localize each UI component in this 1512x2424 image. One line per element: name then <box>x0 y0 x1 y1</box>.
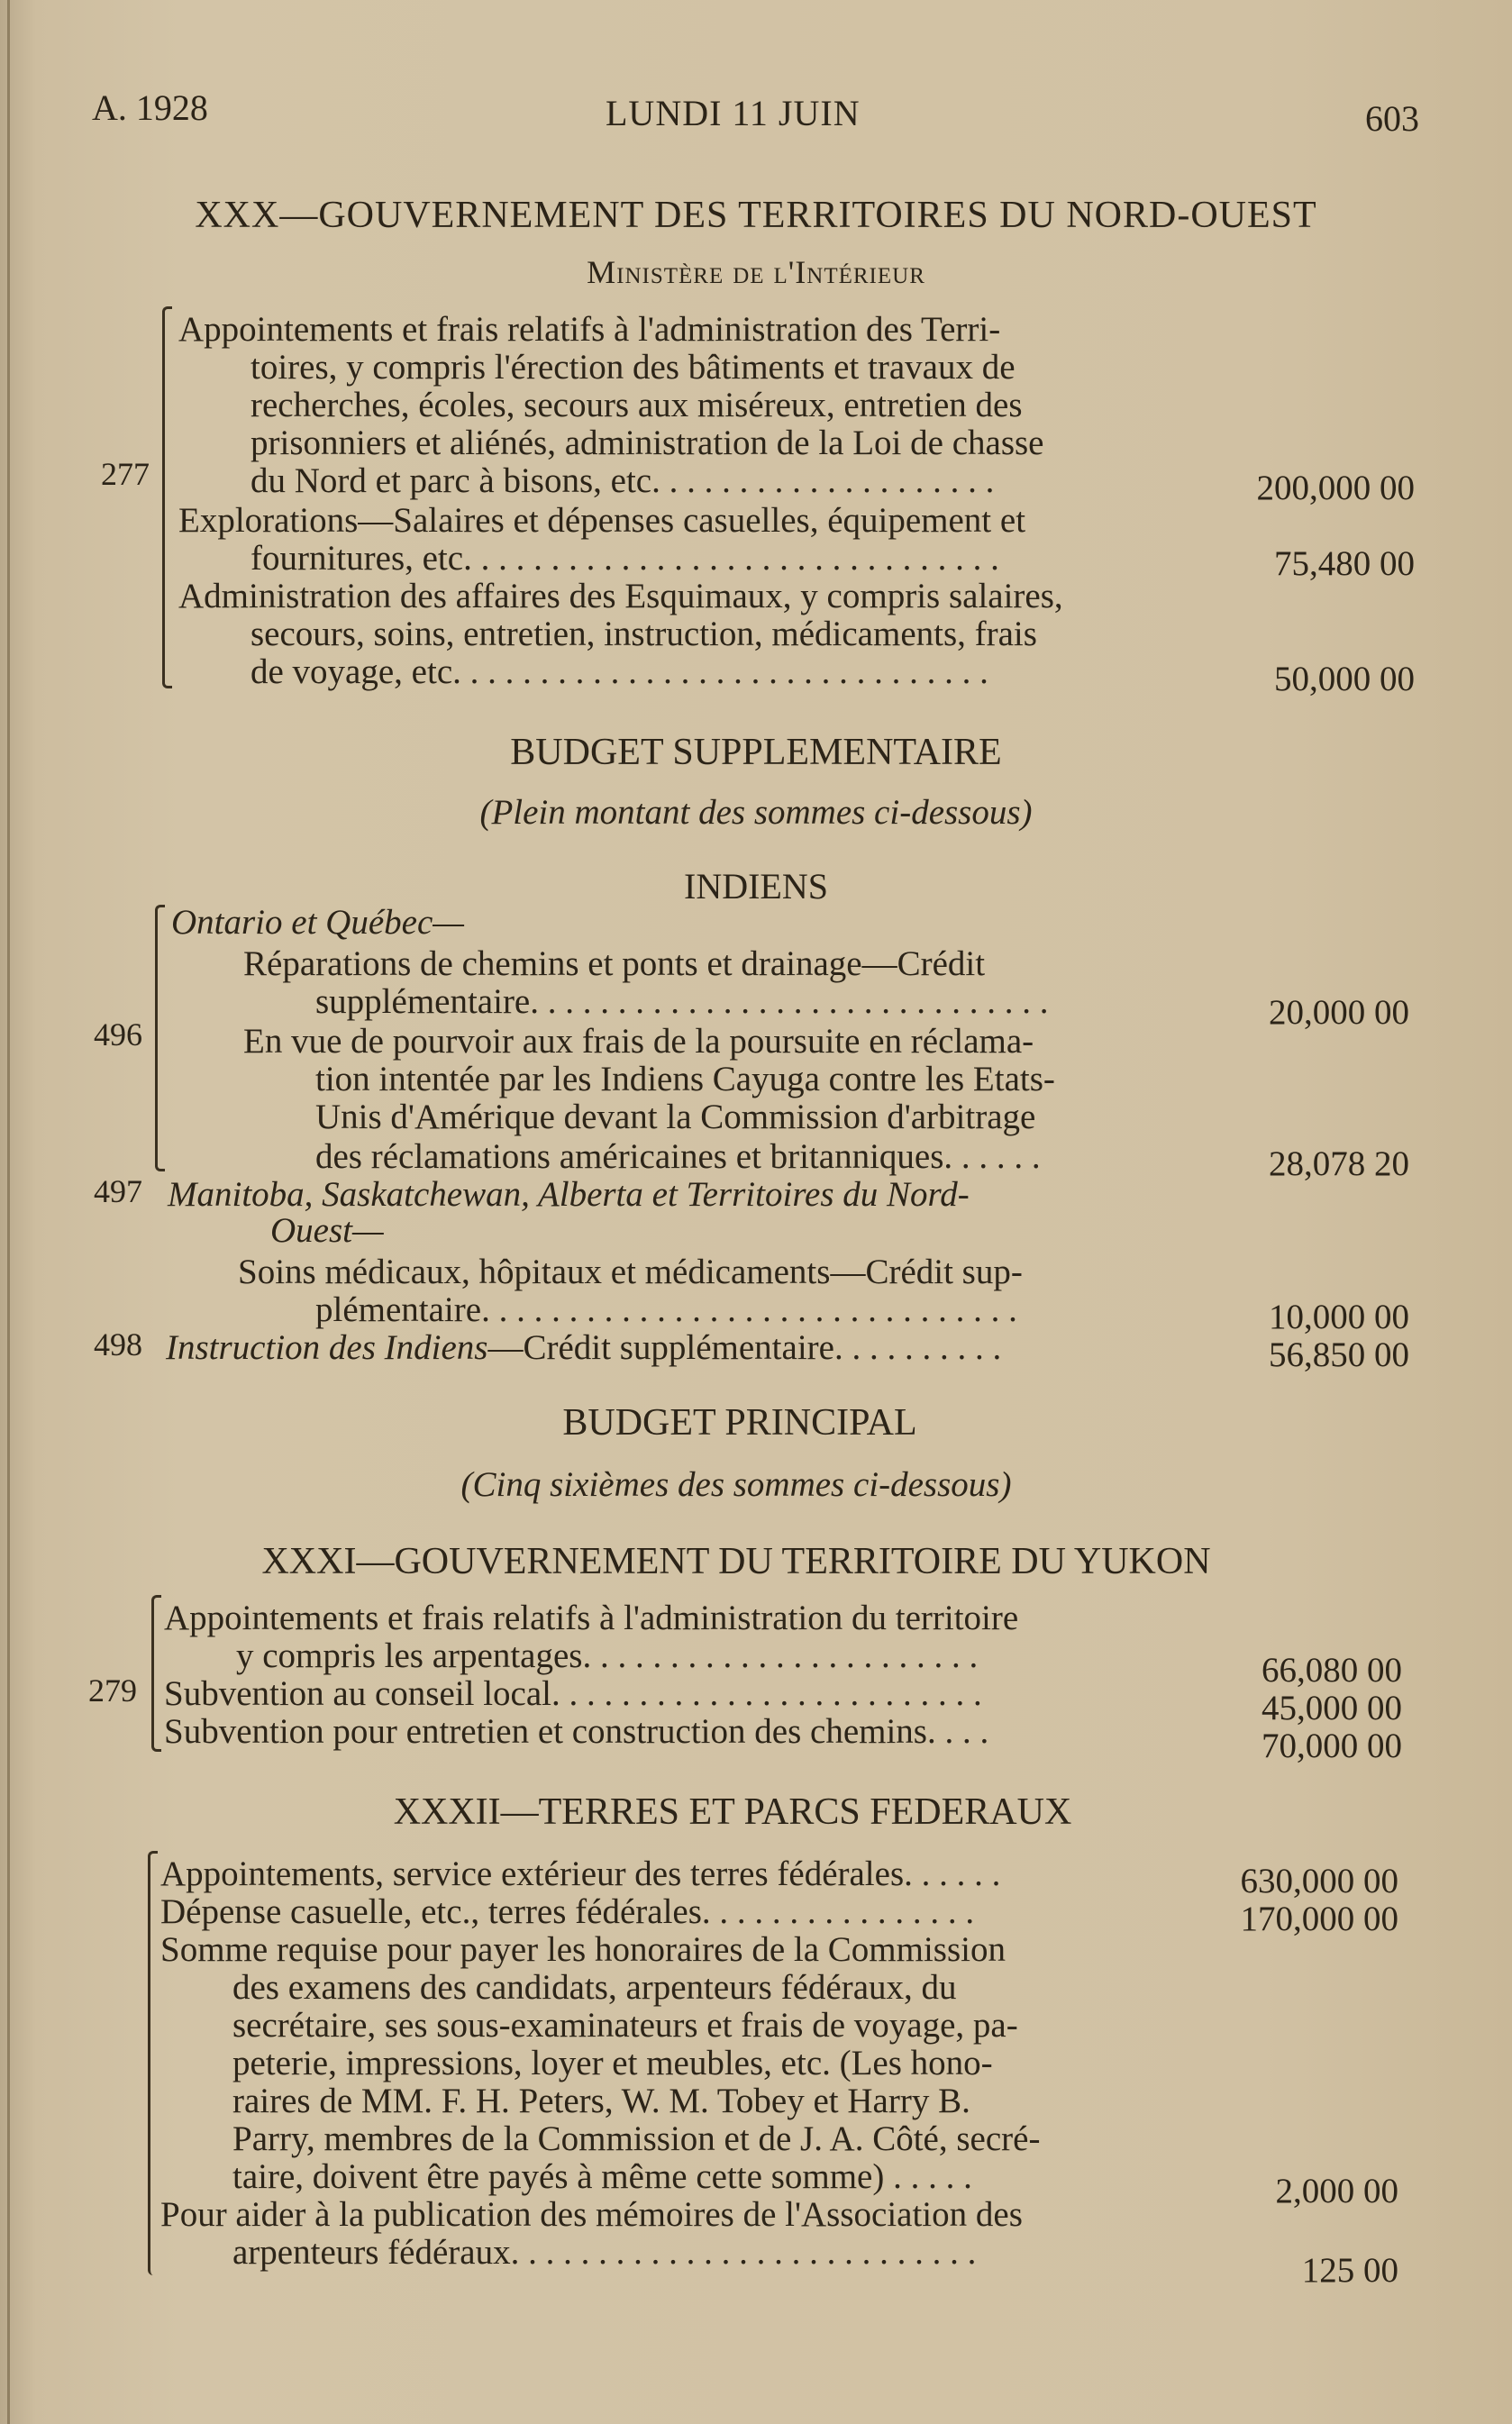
supplementary-budget-title: BUDGET SUPPLEMENTAIRE <box>510 732 1002 773</box>
vote-279-brace <box>151 1595 161 1752</box>
header-year: A. 1928 <box>92 87 208 128</box>
s32-item3-line7: taire, doivent être payés à même cette somme) . . . . . <box>232 2157 972 2196</box>
s31-item2-amount: 45,000 00 <box>1262 1689 1402 1727</box>
s30-item1-line5: du Nord et parc à bisons, etc. . . . . . . . . . . . . . . . . . . . <box>250 461 995 500</box>
s32-item4-line2: arpenteurs fédéraux. . . . . . . . . . . . . . . . . . . . . . . . . . . <box>232 2233 977 2272</box>
s30-item2-amount: 75,480 00 <box>1274 544 1415 583</box>
vote-279-number: 279 <box>88 1672 137 1709</box>
s30-item3-line2: secours, soins, entretien, instruction, médicaments, frais <box>250 615 1037 653</box>
supp-item1-amount: 20,000 00 <box>1269 993 1409 1032</box>
section-30-title: XXX—GOUVERNEMENT DES TERRITOIRES DU NORD-OUEST <box>195 195 1317 236</box>
s32-item3-line2: des examens des candidats, arpenteurs fédéraux, du <box>232 1968 957 2007</box>
supp-ontario-heading: Ontario et Québec— <box>171 903 464 942</box>
s32-item3-amount: 2,000 00 <box>1275 2172 1398 2210</box>
s32-item3-line6: Parry, membres de la Commission et de J. A. Côté, secré- <box>232 2119 1041 2158</box>
main-budget-note: (Cinq sixièmes des sommes ci-dessous) <box>460 1465 1012 1504</box>
section-31-title: XXXI—GOUVERNEMENT DU TERRITOIRE DU YUKON <box>261 1541 1211 1582</box>
s31-item1-line1: Appointements et frais relatifs à l'administration du territoire <box>164 1599 1019 1637</box>
s31-item3-line: Subvention pour entretien et construction des chemins. . . . <box>164 1712 989 1751</box>
vote-497-number: 497 <box>94 1173 142 1209</box>
supp-item4-amount: 56,850 00 <box>1269 1335 1409 1374</box>
supplementary-budget-note: (Plein montant des sommes ci-dessous) <box>479 793 1033 832</box>
supp-item4-text: —Crédit supplémentaire. . . . . . . . . . <box>487 1328 1002 1367</box>
s32-item2-line: Dépense casuelle, etc., terres fédérales. . . . . . . . . . . . . . . . <box>160 1892 975 1931</box>
s30-item1-line2: toires, y compris l'érection des bâtiments et travaux de <box>250 348 1016 387</box>
header-page-number: 603 <box>1365 98 1419 139</box>
s30-item3-line1: Administration des affaires des Esquimaux, y compris salaires, <box>178 577 1063 615</box>
vote-32-brace <box>148 1851 158 2275</box>
vote-496-brace <box>155 905 165 1171</box>
page-spine <box>7 0 10 2424</box>
s32-item3-line4: peterie, impressions, loyer et meubles, etc. (Les hono- <box>232 2044 993 2082</box>
section-32-title: XXXII—TERRES ET PARCS FEDERAUX <box>393 1791 1072 1833</box>
s30-item1-line1: Appointements et frais relatifs à l'administration des Terri- <box>178 310 1001 349</box>
supp-item3-line2: plémentaire. . . . . . . . . . . . . . . . . . . . . . . . . . . . . . . <box>315 1290 1017 1329</box>
s30-item3-line3: de voyage, etc. . . . . . . . . . . . . . . . . . . . . . . . . . . . . . . <box>250 652 988 691</box>
s32-item1-amount: 630,000 00 <box>1240 1862 1398 1900</box>
s32-item1-line: Appointements, service extérieur des terres fédérales. . . . . . <box>160 1854 1001 1893</box>
s32-item4-line1: Pour aider à la publication des mémoires de l'Association des <box>160 2195 1023 2234</box>
s31-item1-line2: y compris les arpentages. . . . . . . . . . . . . . . . . . . . . . . <box>236 1636 979 1675</box>
header-date: LUNDI 11 JUIN <box>606 93 861 133</box>
supp-item1-line1: Réparations de chemins et ponts et drainage—Crédit <box>243 944 986 983</box>
s30-item1-line4: prisonniers et aliénés, administration de la Loi de chasse <box>250 424 1044 462</box>
s30-item1-amount: 200,000 00 <box>1256 469 1415 507</box>
s31-item1-amount: 66,080 00 <box>1262 1651 1402 1690</box>
s30-item1-line3: recherches, écoles, secours aux miséreux, entretien des <box>250 386 1023 424</box>
vote-498-number: 498 <box>94 1326 142 1362</box>
s32-item4-amount: 125 00 <box>1301 2251 1398 2290</box>
vote-277-brace <box>162 306 172 688</box>
s30-item2-line2: fournitures, etc. . . . . . . . . . . . . . . . . . . . . . . . . . . . . . . <box>250 539 999 578</box>
supp-item2-line1: En vue de pourvoir aux frais de la poursuite en réclama- <box>243 1022 1034 1061</box>
vote-496-number: 496 <box>94 1016 142 1053</box>
s31-item3-amount: 70,000 00 <box>1262 1727 1402 1765</box>
supp-item2-line4: des réclamations américaines et britanniques. . . . . . <box>315 1137 1041 1176</box>
section-30-subtitle: Ministère de l'Intérieur <box>587 254 925 290</box>
s31-item2-line: Subvention au conseil local. . . . . . . . . . . . . . . . . . . . . . . . . <box>164 1674 982 1713</box>
supp-item3-line1: Soins médicaux, hôpitaux et médicaments—Crédit sup- <box>238 1253 1023 1291</box>
supp-498-heading: Instruction des Indiens <box>166 1328 488 1367</box>
supp-497-heading-line2: Ouest— <box>270 1211 384 1250</box>
indiens-heading: INDIENS <box>684 866 828 907</box>
supp-item1-line2: supplémentaire. . . . . . . . . . . . . . . . . . . . . . . . . . . . . . <box>315 982 1049 1021</box>
main-budget-title: BUDGET PRINCIPAL <box>562 1402 917 1444</box>
supp-item4-line <box>166 1330 1001 1365</box>
s30-item3-amount: 50,000 00 <box>1274 660 1415 698</box>
supp-item2-line3: Unis d'Amérique devant la Commission d'arbitrage <box>315 1098 1036 1136</box>
supp-item2-amount: 28,078 20 <box>1269 1144 1409 1183</box>
supp-item3-amount: 10,000 00 <box>1269 1298 1409 1336</box>
vote-277-number: 277 <box>101 456 150 492</box>
s32-item2-amount: 170,000 00 <box>1240 1900 1398 1938</box>
supp-item2-line2: tion intentée par les Indiens Cayuga contre les Etats- <box>315 1060 1055 1098</box>
s32-item3-line1: Somme requise pour payer les honoraires de la Commission <box>160 1930 1006 1969</box>
s32-item3-line5: raires de MM. F. H. Peters, W. M. Tobey et Harry B. <box>232 2082 970 2120</box>
supp-497-heading-line1: Manitoba, Saskatchewan, Alberta et Territoires du Nord- <box>168 1175 970 1214</box>
s32-item3-line3: secrétaire, ses sous-examinateurs et frais de voyage, pa- <box>232 2006 1018 2045</box>
s30-item2-line1: Explorations—Salaires et dépenses casuelles, équipement et <box>178 501 1026 540</box>
